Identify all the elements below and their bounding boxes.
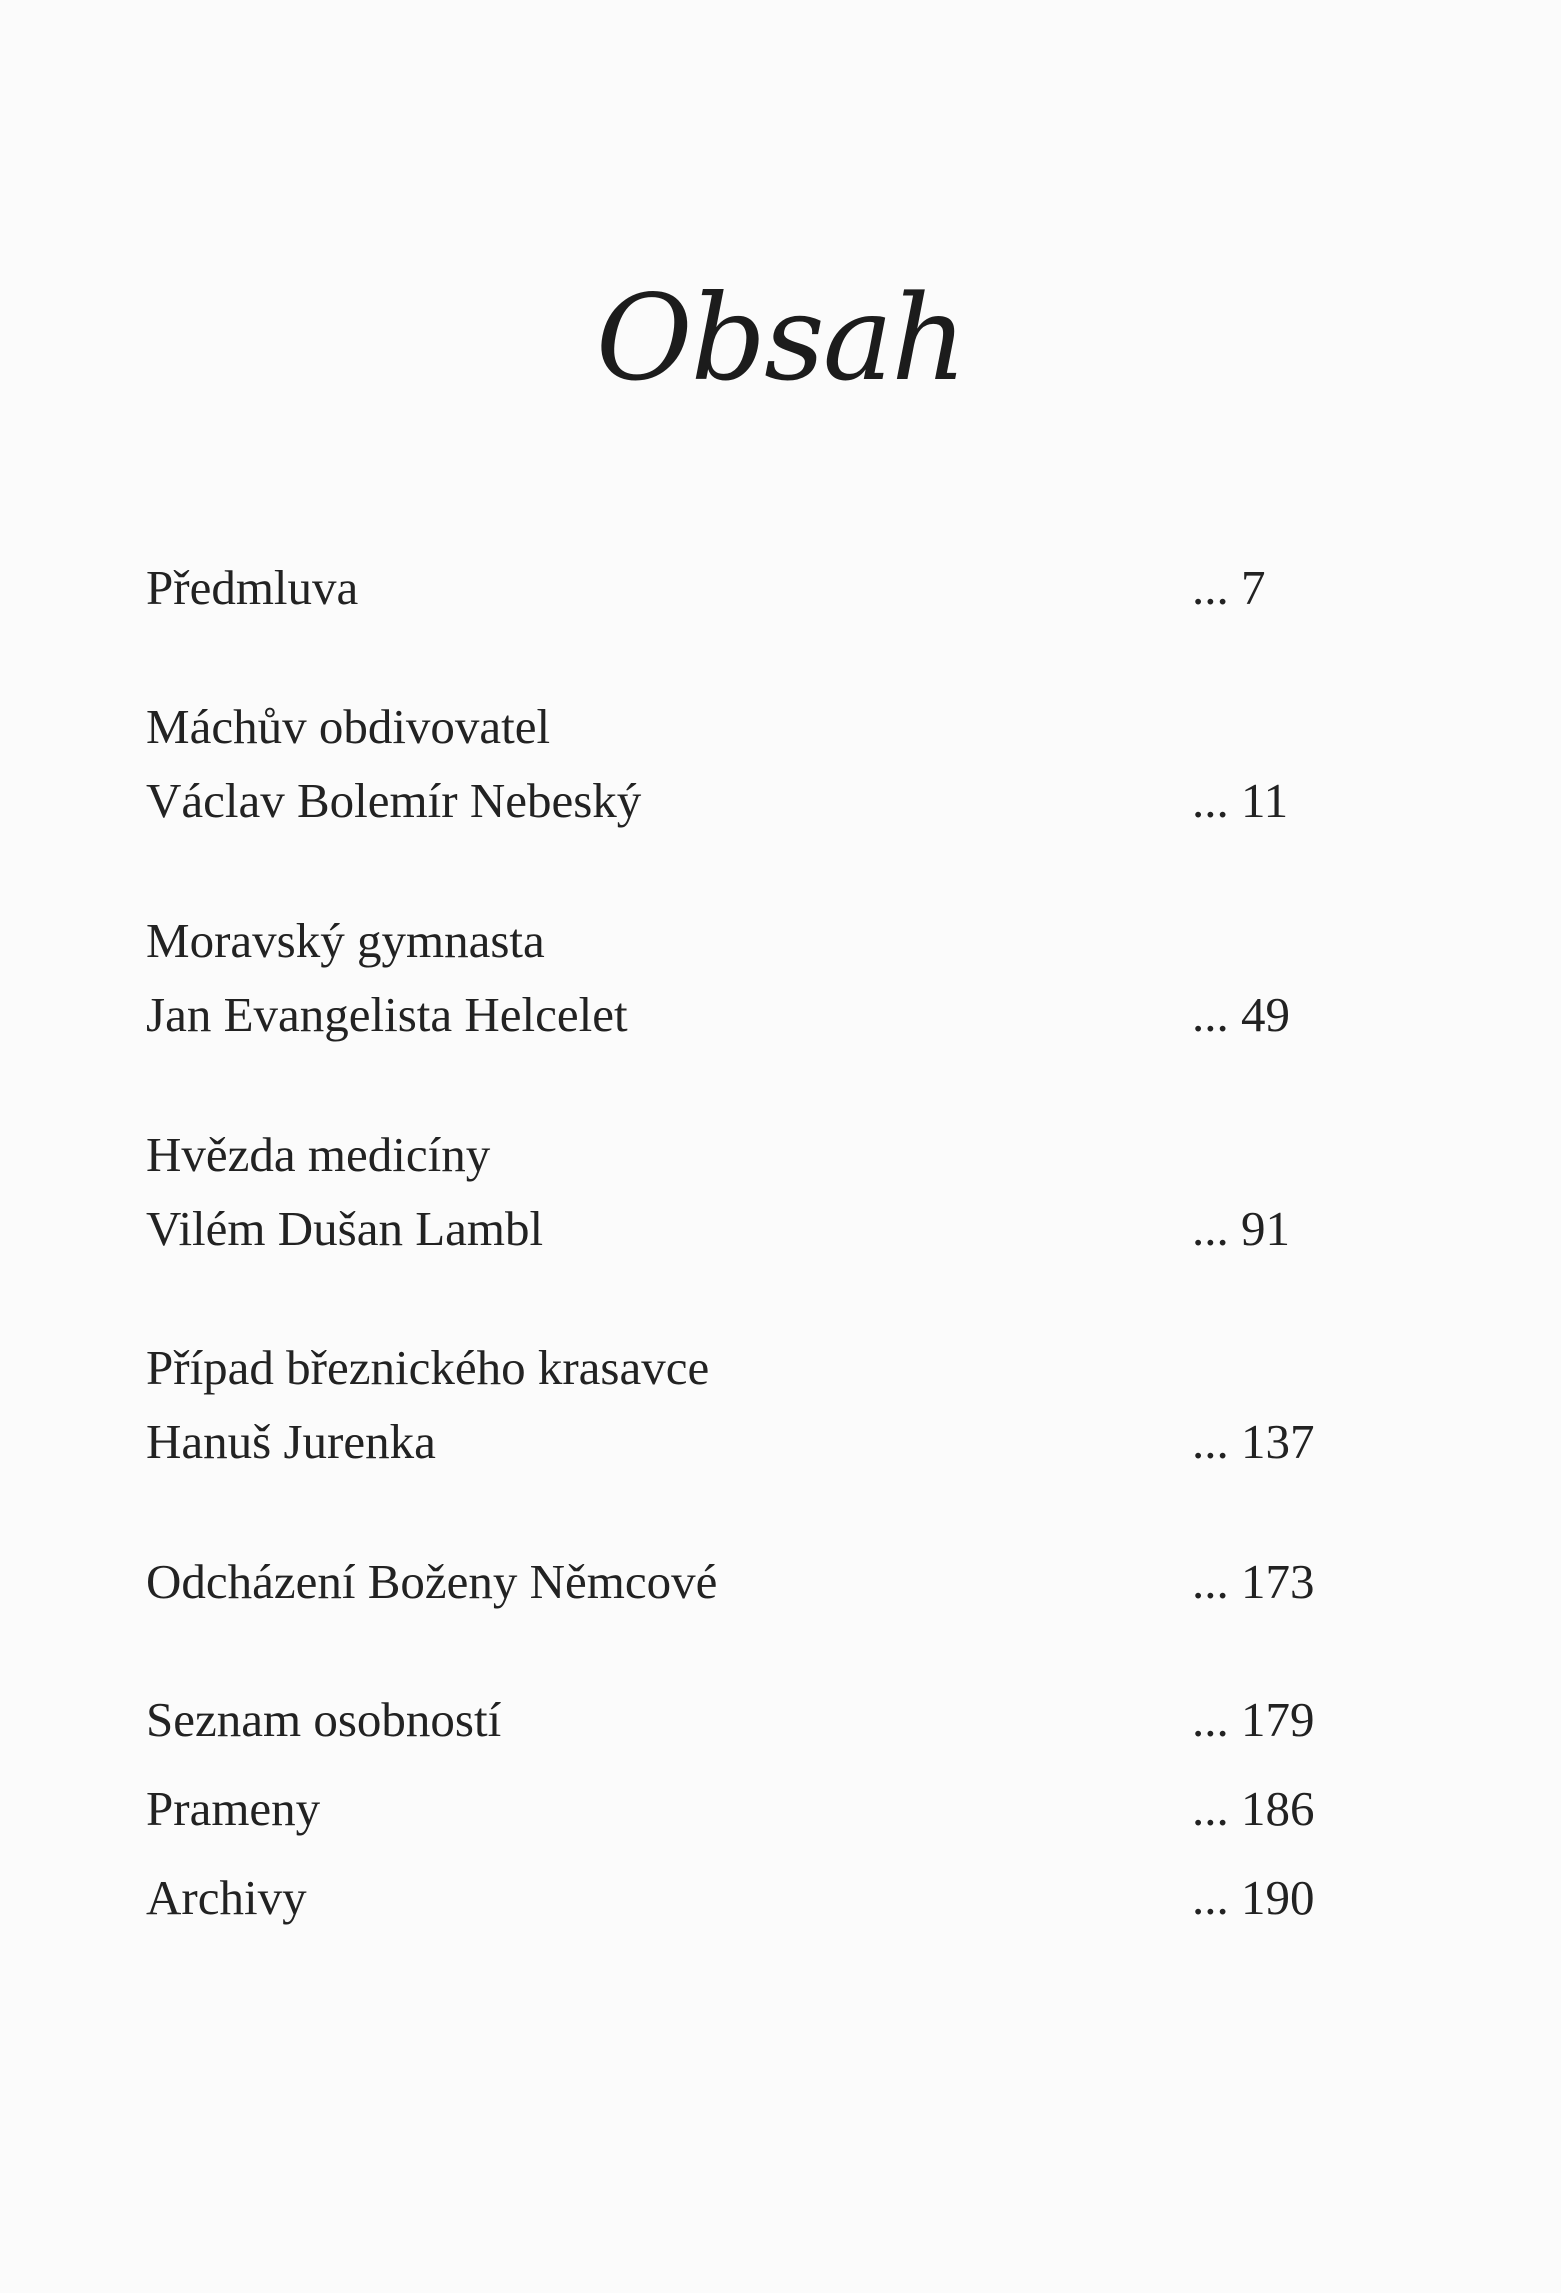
toc-entry-page: ... 179 — [1192, 1692, 1315, 1747]
toc-entry-page: ... 173 — [1192, 1554, 1315, 1609]
toc-entry-page: ... 137 — [1192, 1414, 1315, 1469]
toc-entry-title: Odcházení Boženy Němcové — [146, 1554, 718, 1609]
toc-entry-page: ... 49 — [1192, 987, 1290, 1042]
toc-entry-page: ... 11 — [1192, 773, 1289, 828]
toc-entry-title: Hvězda medicíny — [146, 1127, 491, 1182]
toc-entry-page: ... 7 — [1192, 560, 1266, 615]
toc-entry-title: Máchův obdivovatel — [146, 699, 551, 754]
toc-entry-page: ... 186 — [1192, 1781, 1315, 1836]
toc-entry-subtitle: Václav Bolemír Nebeský — [146, 773, 642, 828]
toc-entry-page: ... 190 — [1192, 1870, 1315, 1925]
toc-entry-title: Předmluva — [146, 560, 359, 615]
toc-entry-title: Moravský gymnasta — [146, 913, 545, 968]
toc-entry-subtitle: Vilém Dušan Lambl — [146, 1201, 544, 1256]
toc-entry-title: Archivy — [146, 1870, 307, 1925]
toc-entry-title: Seznam osobností — [146, 1692, 502, 1747]
page-title: Obsah — [595, 269, 966, 407]
toc-entry-subtitle: Jan Evangelista Helcelet — [146, 987, 628, 1042]
toc-entry-page: ... 91 — [1192, 1201, 1290, 1256]
toc-entry-title: Případ březnického krasavce — [146, 1340, 710, 1395]
toc-entry-title: Prameny — [146, 1781, 321, 1836]
toc-entry-subtitle: Hanuš Jurenka — [146, 1414, 436, 1469]
